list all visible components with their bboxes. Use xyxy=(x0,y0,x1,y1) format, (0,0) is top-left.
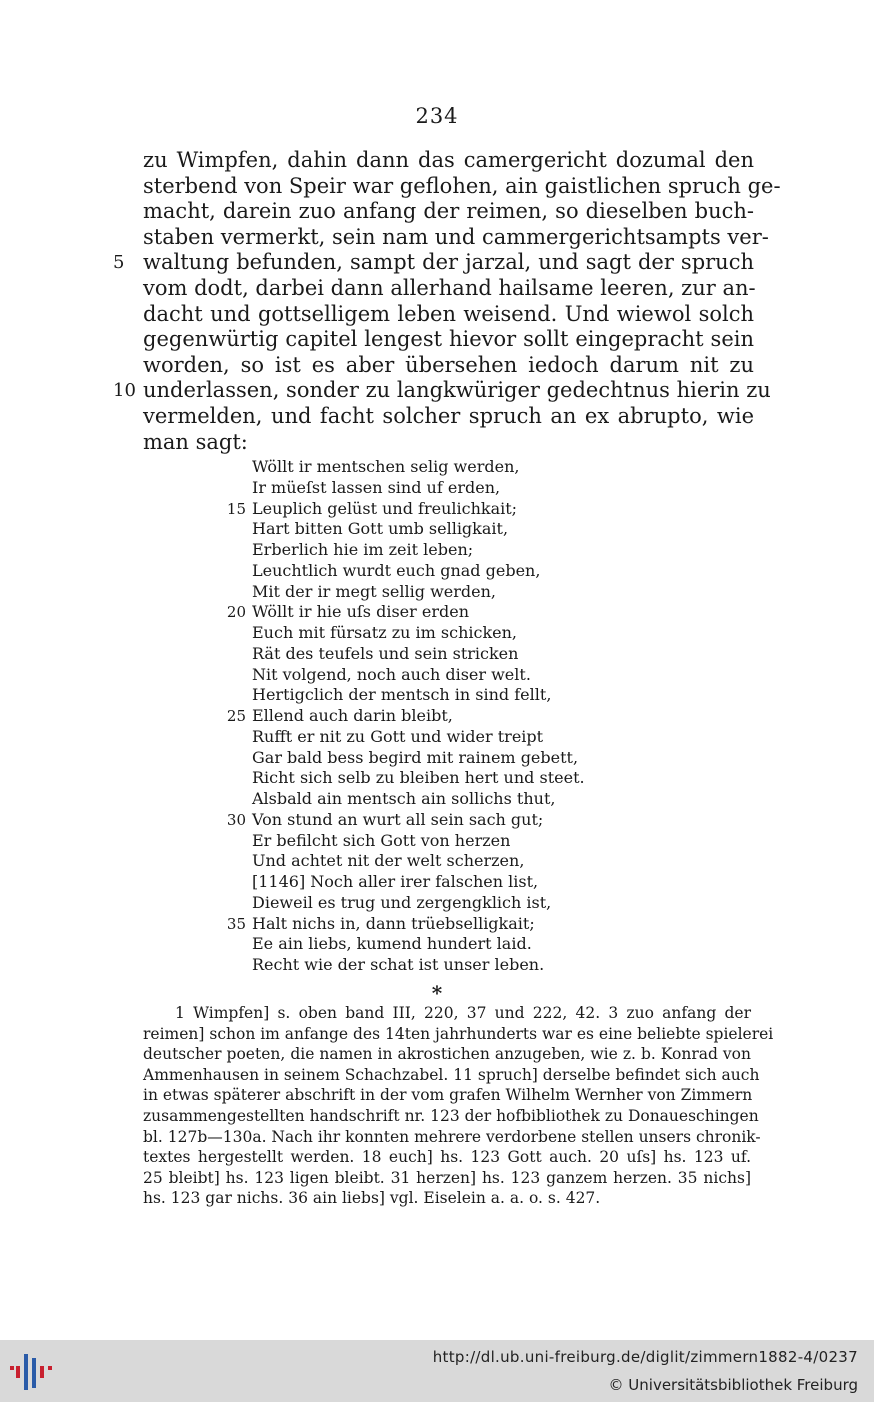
prose-line xyxy=(143,353,754,379)
prose-line xyxy=(143,327,754,353)
verse-text: Richt sich selb zu bleiben hert und steet. xyxy=(252,768,585,788)
verse-line xyxy=(252,478,585,499)
verse-line xyxy=(252,644,585,665)
prose-line xyxy=(143,199,754,225)
line-number: 5 xyxy=(113,252,125,274)
prose-text: staben vermerkt, sein nam und cammergerichtsampts ver- xyxy=(143,224,769,249)
verse-text: Wöllt ir mentschen selig werden, xyxy=(252,457,520,476)
verse-line xyxy=(252,893,585,914)
footnote-line: Ammenhausen in seinem Schachzabel. 11 spruch] derselbe befindet sich auch xyxy=(143,1065,760,1084)
prose-text: worden, so ist es aber übersehen iedoch darum nit zu xyxy=(143,352,754,377)
verse-text: Recht wie der schat ist unser leben. xyxy=(252,955,545,974)
prose-line xyxy=(143,404,754,430)
prose-text: vom dodt, darbei dann allerhand hailsame leeren, zur an- xyxy=(143,275,756,300)
verse-line xyxy=(252,540,585,561)
prose-line xyxy=(143,430,754,456)
verse-text: Nit volgend, noch auch diser welt. xyxy=(252,664,531,684)
footnote-line: in etwas späterer abschrift in der vom grafen Wilhelm Wernher von Zimmern xyxy=(143,1086,753,1105)
verse-number: 25 xyxy=(226,707,246,725)
prose-text: sterbend von Speir war geflohen, ain gaistlichen spruch ge- xyxy=(143,173,781,198)
verse-line xyxy=(252,934,585,955)
footnote-line: deutscher poeten, die namen in akrostichen anzugeben, wie z. b. Konrad von xyxy=(143,1045,751,1064)
prose-text: gegenwürtig capitel lengest hievor sollt eingepracht sein xyxy=(143,327,754,352)
verse-text: Er befilcht sich Gott von herzen xyxy=(252,830,511,850)
footnote-line: textes hergestellt werden. 18 euch] hs. 123 Gott auch. 20 uſs] hs. 123 uf. xyxy=(143,1148,751,1167)
verse-text: Hertigclich der mentsch in sind fellt, xyxy=(252,685,552,705)
verse-line xyxy=(252,955,585,976)
footnote-line: 25 bleibt] hs. 123 ligen bleibt. 31 herzen] hs. 123 ganzem herzen. 35 nichs] xyxy=(143,1168,751,1187)
verse-line xyxy=(226,498,585,520)
footnote-line: 1 Wimpfen] s. oben band III, 220, 37 und 222, 42. 3 zuo anfang der xyxy=(175,1004,751,1022)
verse-text: [1146] Noch aller irer falschen list, xyxy=(252,872,539,891)
verse-line xyxy=(252,768,585,789)
prose-line xyxy=(113,250,754,276)
page-number: 234 xyxy=(415,104,459,128)
verse-text: Rufft er nit zu Gott und wider treipt xyxy=(252,726,544,746)
verse-line xyxy=(252,623,585,644)
prose-line xyxy=(113,378,771,404)
prose-text: macht, darein zuo anfang der reimen, so dieselben buch- xyxy=(143,199,754,224)
prose-body xyxy=(113,148,781,455)
footer-url-link[interactable]: http://dl.ub.uni-freiburg.de/diglit/zimmern1882-4/0237 xyxy=(432,1348,858,1366)
prose-text: waltung befunden, sampt der jarzal, und sagt der spruch xyxy=(143,250,754,275)
verse-line xyxy=(226,602,585,623)
verse-line xyxy=(226,913,585,935)
verse-number: 15 xyxy=(226,499,246,518)
poem-block xyxy=(226,457,585,976)
verse-text: Von stund an wurt all sein sach gut; xyxy=(252,809,544,829)
prose-line xyxy=(143,276,754,302)
verse-text: Ir müeſst lassen sind uf erden, xyxy=(252,477,501,497)
verse-line xyxy=(226,706,585,727)
prose-text: zu Wimpfen, dahin dann das camergericht dozumal den xyxy=(143,148,754,172)
verse-number: 35 xyxy=(226,914,246,933)
verse-text: Gar bald bess begird mit rainem gebett, xyxy=(252,747,579,767)
footer-copyright: © Universitätsbibliothek Freiburg xyxy=(608,1376,858,1394)
verse-line xyxy=(252,727,585,748)
verse-line xyxy=(252,519,585,540)
verse-line xyxy=(252,789,585,810)
prose-line xyxy=(143,302,754,328)
verse-line xyxy=(252,831,585,852)
footer-bar xyxy=(0,1340,874,1402)
line-number: 10 xyxy=(113,380,136,402)
footnote-line: reimen] schon im anfange des 14ten jahrhunderts war es eine beliebte spielerei xyxy=(143,1024,774,1043)
verse-text: Leuplich gelüst und freulichkait; xyxy=(252,498,518,518)
verse-text: Halt nichs in, dann trüebselligkait; xyxy=(252,913,535,933)
section-asterisk: * xyxy=(431,981,443,1005)
footnote-line: bl. 127b—130a. Nach ihr konnten mehrere verdorbene stellen unsers chronik- xyxy=(143,1127,761,1146)
verse-number: 20 xyxy=(226,603,246,622)
verse-text: Hart bitten Gott umb selligkait, xyxy=(252,519,509,539)
footnote-line: zusammengestellten handschrift nr. 123 der hofbibliothek zu Donaueschingen xyxy=(143,1106,759,1125)
prose-text: underlassen, sonder zu langkwüriger gedechtnus hierin zu xyxy=(143,378,771,403)
verse-text: Leuchtlich wurdt euch gnad geben, xyxy=(252,560,541,580)
prose-text: man sagt: xyxy=(143,429,248,454)
prose-line xyxy=(143,148,754,174)
verse-line xyxy=(252,457,585,478)
footnotes xyxy=(143,1003,774,1209)
prose-line xyxy=(143,173,781,200)
verse-text: Rät des teufels und sein stricken xyxy=(252,643,519,663)
verse-text: Euch mit fürsatz zu im schicken, xyxy=(252,623,518,642)
verse-text: Ee ain liebs, kumend hundert laid. xyxy=(252,934,532,954)
verse-line xyxy=(252,561,585,582)
verse-text: Wöllt ir hie uſs diser erden xyxy=(252,602,469,622)
verse-line xyxy=(252,872,585,893)
verse-number: 30 xyxy=(226,810,246,829)
verse-text: Dieweil es trug und zergengklich ist, xyxy=(252,892,552,912)
verse-text: Mit der ir megt sellig werden, xyxy=(252,581,496,601)
footnote-line: hs. 123 gar nichs. 36 ain liebs] vgl. Eiselein a. a. o. s. 427. xyxy=(143,1189,601,1208)
verse-line xyxy=(252,748,585,769)
verse-line xyxy=(252,582,585,603)
verse-text: Alsbald ain mentsch ain sollichs thut, xyxy=(252,789,556,808)
verse-text: Ellend auch darin bleibt, xyxy=(252,706,453,725)
verse-line xyxy=(252,851,585,872)
verse-line xyxy=(252,665,585,686)
verse-line xyxy=(226,809,585,831)
verse-text: Erberlich hie im zeit leben; xyxy=(252,540,474,559)
verse-text: Und achtet nit der welt scherzen, xyxy=(252,851,525,871)
prose-text: vermelden, und facht solcher spruch an ex abrupto, wie xyxy=(143,403,754,428)
prose-line xyxy=(143,224,769,251)
library-logo-icon xyxy=(8,1352,56,1392)
prose-text: dacht und gottselligem leben weisend. Und wiewol solch xyxy=(143,301,754,326)
verse-line xyxy=(252,685,585,706)
